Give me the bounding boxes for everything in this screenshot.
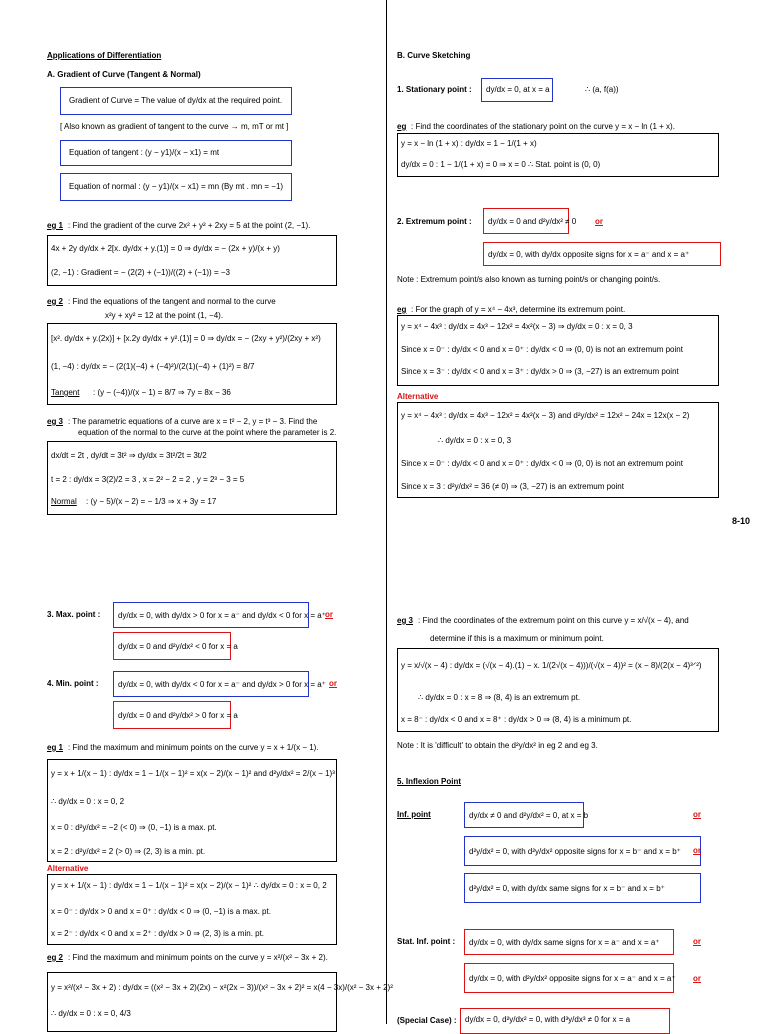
extremum-point-label: 2. Extremum point : [397, 217, 472, 226]
min-condition-1: dy/dx = 0, with dy/dx < 0 for x = a⁻ and dy/dx > 0 for x = a⁺ [118, 680, 326, 689]
alternative-label-top: Alternative [397, 392, 439, 401]
stat-eg-line1: y = x − ln (1 + x) : dy/dx = 1 − 1/(1 + x) [401, 139, 537, 148]
eg3-question: : The parametric equations of a curve are x = t² − 2, y = t³ − 3. Find the [68, 417, 318, 426]
eg2-question-cont: x²y + xy² = 12 at the point (1, −4). [105, 311, 224, 320]
extremum-eg3-line3: x = 8⁻ : dy/dx < 0 and x = 8⁺ : dy/dx > 0 ⇒ (8, 4) is a minimum pt. [401, 715, 632, 724]
inflexion-condition-3: d²y/dx² = 0, with dy/dx same signs for x = b⁻ and x = b⁺ [469, 884, 665, 893]
max-box-1 [113, 602, 326, 628]
stat-eg-line2: dy/dx = 0 : 1 − 1/(1 + x) = 0 ⇒ x = 0 ∴ Stat. point is (0, 0) [401, 160, 601, 169]
or-label: or [693, 846, 701, 855]
eg1-solution-box [47, 235, 337, 286]
alt-top-line4: Since x = 3 : d²y/dx² = 36 (≠ 0) ⇒ (3, −27) is an extremum point [401, 482, 624, 491]
or-label: or [595, 217, 603, 226]
stationary-point-coord: ∴ (a, f(a)) [585, 85, 619, 94]
normal-label: Normal [51, 497, 77, 506]
maxmin-eg2-line2: ∴ dy/dx = 0 : x = 0, 4/3 [51, 1009, 131, 1018]
extremum-eg3-line2: ∴ dy/dx = 0 : x = 8 ⇒ (8, 4) is an extremum pt. [418, 693, 581, 702]
stat-inflexion-box-1 [464, 929, 674, 955]
eg3-line3: : (y − 5)/(x − 2) = − 1/3 ⇒ x + 3y = 17 [86, 497, 217, 506]
inflexion-section-title: 5. Inflexion Point [397, 777, 462, 786]
maxmin-eg1-line1: y = x + 1/(x − 1) : dy/dx = 1 − 1/(x − 1)² = x(x − 2)/(x − 1)² and d²y/dx² = 2/(x − 1)³ [51, 769, 335, 778]
alt-top-line3: Since x = 0⁻ : dy/dx < 0 and x = 0⁺ : dy/dx < 0 ⇒ (0, 0) is not an extremum point [401, 459, 683, 468]
extremum-eg3-question: : Find the coordinates of the extremum point on this curve y = x/√(x − 4), and [418, 616, 689, 625]
page-number: 8-10 [732, 516, 751, 526]
extr-eg-line1: y = x⁴ − 4x³ : dy/dx = 4x³ − 12x² = 4x²(x − 3) ⇒ dy/dx = 0 : x = 0, 3 [401, 322, 633, 331]
stat-eg-label: eg [397, 122, 407, 131]
extr-eg-solution-box [397, 315, 719, 386]
or-label: or [693, 974, 701, 983]
max-point-label: 3. Max. point : [47, 610, 101, 619]
extremum-eg3-solution-box [397, 648, 719, 732]
tangent-equation-box [60, 140, 292, 166]
special-case-label: (Special Case) : [397, 1016, 457, 1025]
eg2-solution-box [47, 323, 337, 405]
max-box-2 [113, 632, 238, 660]
tangent-equation: Equation of tangent : (y − y1)/(x − x1) = mt [69, 148, 220, 157]
eg3-question-cont: equation of the normal to the curve at the point where the parameter is 2. [78, 428, 337, 437]
normal-equation-box [60, 173, 292, 201]
maxmin-eg1-solution-box [47, 759, 337, 862]
extremum-condition-1: dy/dx = 0 and d²y/dx² ≠ 0 [488, 217, 577, 226]
maxmin-eg2-line1: y = x²/(x² − 3x + 2) : dy/dx = ((x² − 3x + 2)(2x) − x²(2x − 3))/(x² − 3x + 2)² = x(4 − 3x)/(x² − 3x + 2)² [51, 983, 393, 992]
max-condition-1: dy/dx = 0, with dy/dx > 0 for x = a⁻ and dy/dx < 0 for x = a⁺ [118, 611, 326, 620]
min-box-2 [113, 701, 238, 729]
alt-top-line2: ∴ dy/dx = 0 : x = 0, 3 [438, 436, 512, 445]
stat-inflexion-condition-2: dy/dx = 0, with d²y/dx² opposite signs for x = a⁻ and x = a⁺ [469, 974, 676, 983]
inflexion-box-2 [464, 836, 701, 866]
eg3-line1: dx/dt = 2t , dy/dt = 3t² ⇒ dy/dx = 3t²/2t = 3t/2 [51, 451, 207, 460]
or-label: or [329, 679, 337, 688]
heading: Applications of Differentiation [47, 51, 162, 60]
extremum-condition-2: dy/dx = 0, with dy/dx opposite signs for x = a⁻ and x = a⁺ [488, 250, 690, 259]
stat-inflexion-label: Stat. Inf. point : [397, 937, 456, 946]
gradient-definition-box [60, 87, 292, 115]
min-point-label: 4. Min. point : [47, 679, 99, 688]
inflexion-point-label: Inf. point [397, 810, 431, 819]
tangent-label: Tangent [51, 388, 80, 397]
eg1-question: : Find the gradient of the curve 2x² + y² + 2xy = 5 at the point (2, −1). [68, 221, 311, 230]
inflexion-box-1 [464, 802, 589, 828]
or-label: or [693, 810, 701, 819]
inflexion-condition-1: dy/dx ≠ 0 and d²y/dx² = 0, at x = b [469, 811, 589, 820]
normal-equation: Equation of normal : (y − y1)/(x − x1) = mn (By mt . mn = −1) [69, 182, 284, 191]
min-condition-2: dy/dx = 0 and d²y/dx² > 0 for x = a [118, 711, 238, 720]
eg2-line3: : (y − (−4))/(x − 1) = 8/7 ⇒ 7y = 8x − 36 [93, 388, 231, 397]
alternative-label-bottom: Alternative [47, 864, 89, 873]
alt-solution-box-top [397, 402, 719, 498]
eg2-question: : Find the equations of the tangent and normal to the curve [68, 297, 276, 306]
eg2-line2: (1, −4) : dy/dx = − (2(1)(−4) + (−4)²)/(2(1)(−4) + (1)²) = 8/7 [51, 362, 255, 371]
also-known-note: [ Also known as gradient of tangent to the curve → m, mT or mt ] [60, 122, 289, 131]
maxmin-eg1-line4: x = 2 : d²y/dx² = 2 (> 0) ⇒ (2, 3) is a min. pt. [51, 847, 206, 856]
maxmin-eg2-label: eg 2 [47, 953, 64, 962]
extr-eg-label: eg [397, 305, 407, 314]
alt-bottom-line2: x = 0⁻ : dy/dx > 0 and x = 0⁺ : dy/dx < 0 ⇒ (0, −1) is a max. pt. [51, 907, 271, 916]
eg1-label: eg 1 [47, 221, 64, 230]
eg2-label: eg 2 [47, 297, 64, 306]
section-b-title: B. Curve Sketching [397, 51, 471, 60]
stationary-point-condition: dy/dx = 0, at x = a [486, 85, 550, 94]
stat-eg-question: : Find the coordinates of the stationary point on the curve y = x − ln (1 + x). [411, 122, 675, 131]
stat-inflexion-box-2 [464, 963, 674, 993]
section-a-title: A. Gradient of Curve (Tangent & Normal) [47, 70, 201, 79]
extr-eg-question: : For the graph of y = x⁴ − 4x³, determine its extremum point. [411, 305, 626, 314]
maxmin-eg1-line3: x = 0 : d²y/dx² = −2 (< 0) ⇒ (0, −1) is a max. pt. [51, 823, 217, 832]
extremum-note: Note : Extremum point/s also known as turning point/s or changing point/s. [397, 275, 661, 284]
eg2-line1: [x². dy/dx + y.(2x)] + [x.2y dy/dx + y².(1)] = 0 ⇒ dy/dx = − (2xy + y²)/(2xy + x²) [51, 334, 321, 343]
extr-eg-line3: Since x = 3⁻ : dy/dx < 0 and x = 3⁺ : dy/dx > 0 ⇒ (3, −27) is an extremum point [401, 367, 679, 376]
min-box-1 [113, 671, 326, 697]
alt-solution-box-bottom [47, 874, 337, 945]
eg3-label: eg 3 [47, 417, 64, 426]
stationary-point-label: 1. Stationary point : [397, 85, 472, 94]
special-case-condition: dy/dx = 0, d²y/dx² = 0, with d³y/dx³ ≠ 0 for x = a [465, 1015, 631, 1024]
stat-inflexion-condition-1: dy/dx = 0, with dy/dx same signs for x = a⁻ and x = a⁺ [469, 938, 660, 947]
maxmin-eg1-question: : Find the maximum and minimum points on the curve y = x + 1/(x − 1). [68, 743, 319, 752]
difficult-note: Note : It is 'difficult' to obtain the d²y/dx² in eg 2 and eg 3. [397, 741, 598, 750]
or-label: or [325, 610, 333, 619]
special-case-box [460, 1008, 670, 1034]
maxmin-eg2-question: : Find the maximum and minimum points on the curve y = x²/(x² − 3x + 2). [68, 953, 328, 962]
stat-eg-solution-box [397, 133, 719, 177]
extremum-eg3-line1: y = x/√(x − 4) : dy/dx = (√(x − 4).(1) − x. 1/(2√(x − 4)))/(√(x − 4))² = (x − 8)/(2(x − 4)³ᐟ²) [401, 661, 702, 670]
column-divider [386, 0, 387, 1024]
extremum-eg3-label: eg 3 [397, 616, 414, 625]
inflexion-condition-2: d²y/dx² = 0, with d²y/dx² opposite signs for x = b⁻ and x = b⁺ [469, 847, 681, 856]
stationary-point-box [481, 78, 553, 102]
max-condition-2: dy/dx = 0 and d²y/dx² < 0 for x = a [118, 642, 238, 651]
eg1-line2: (2, −1) : Gradient = − (2(2) + (−1))/((2) + (−1)) = −3 [51, 268, 230, 277]
alt-bottom-line1: y = x + 1/(x − 1) : dy/dx = 1 − 1/(x − 1)² = x(x − 2)/(x − 1)² ∴ dy/dx = 0 : x = 0, 2 [51, 881, 327, 890]
extr-eg-line2: Since x = 0⁻ : dy/dx < 0 and x = 0⁺ : dy/dx < 0 ⇒ (0, 0) is not an extremum point [401, 345, 683, 354]
eg3-solution-box [47, 441, 337, 515]
or-label: or [693, 937, 701, 946]
eg1-line1: 4x + 2y dy/dx + 2[x. dy/dx + y.(1)] = 0 ⇒ dy/dx = − (2x + y)/(x + y) [51, 244, 280, 253]
extremum-box-1 [483, 208, 577, 234]
maxmin-eg2-solution-box [47, 972, 393, 1032]
maxmin-eg1-line2: ∴ dy/dx = 0 : x = 0, 2 [51, 797, 125, 806]
eg3-line2: t = 2 : dy/dx = 3(2)/2 = 3 , x = 2² − 2 = 2 , y = 2³ − 3 = 5 [51, 475, 245, 484]
maxmin-eg1-label: eg 1 [47, 743, 64, 752]
inflexion-box-3 [464, 873, 701, 903]
extremum-box-2 [483, 242, 721, 266]
extremum-eg3-question-cont: determine if this is a maximum or minimum point. [430, 634, 604, 643]
alt-bottom-line3: x = 2⁻ : dy/dx < 0 and x = 2⁺ : dy/dx > 0 ⇒ (2, 3) is a min. pt. [51, 929, 265, 938]
gradient-definition: Gradient of Curve = The value of dy/dx at the required point. [69, 96, 283, 105]
alt-top-line1: y = x⁴ − 4x³ : dy/dx = 4x³ − 12x² = 4x²(x − 3) and d²y/dx² = 12x² − 24x = 12x(x − 2) [401, 411, 690, 420]
